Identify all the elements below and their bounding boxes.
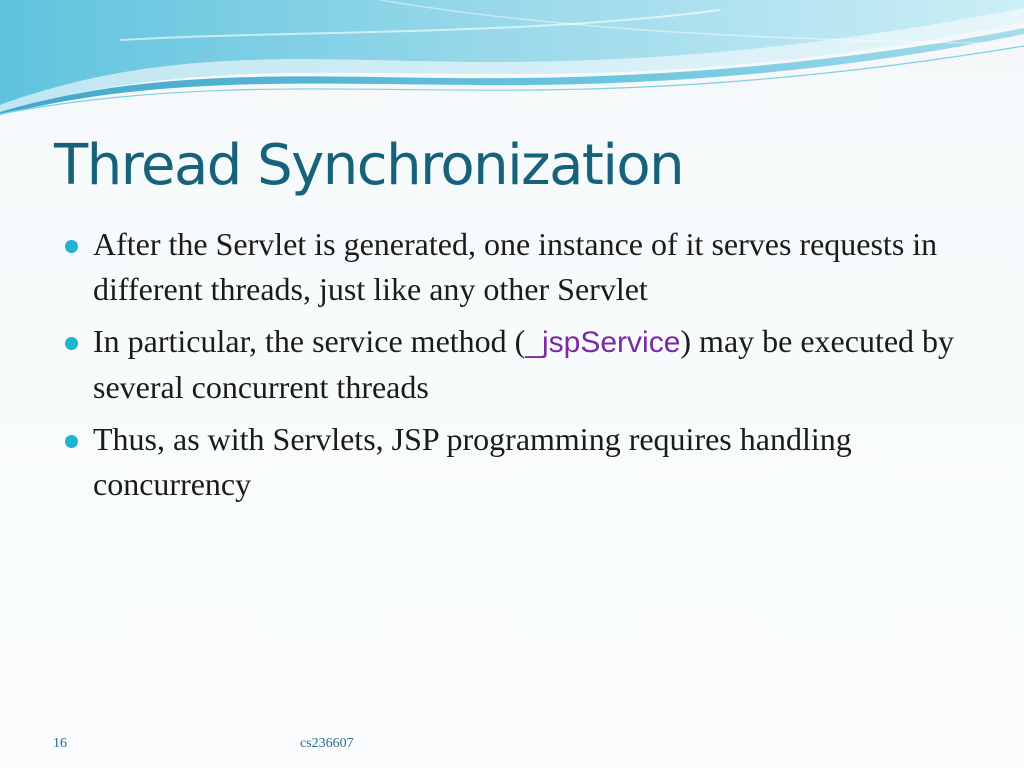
bullet-item: [62, 319, 982, 410]
bullet-item: [62, 222, 982, 312]
bullet-dot-icon: [65, 435, 78, 448]
slide-title: Thread Synchronization: [54, 133, 684, 198]
bullet-text-before: In particular, the service method (: [93, 323, 526, 359]
bullet-item: [62, 417, 982, 507]
bullet-text: Thus, as with Servlets, JSP programming requires handling concurrency: [93, 421, 852, 502]
bullet-text-after: ) may be executed by several concurrent threads: [93, 323, 955, 405]
bullet-text: After the Servlet is generated, one instance of it serves requests in different threads, just like any other Servlet: [93, 226, 938, 307]
slide-number: 16: [53, 736, 67, 751]
bullet-dot-icon: [65, 240, 78, 253]
bullet-list: [62, 222, 982, 514]
bullet-dot-icon: [65, 337, 78, 350]
code-snippet: _jspService: [525, 326, 681, 359]
header-wave-decoration: [0, 0, 1024, 130]
footer-course-label: cs236607: [300, 736, 354, 751]
